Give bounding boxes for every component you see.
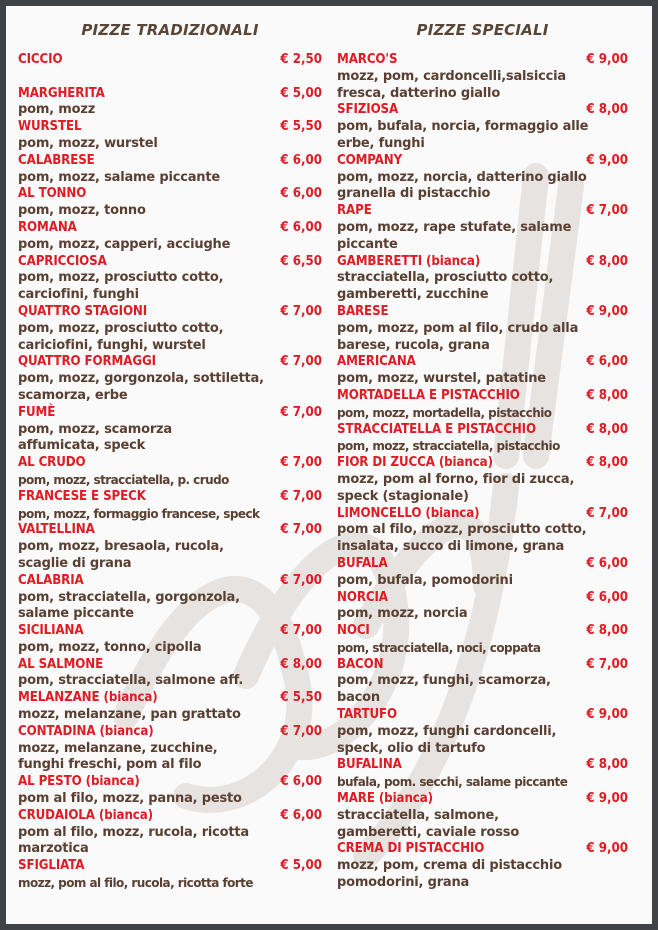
menu-item-header xyxy=(337,422,628,439)
pizza-name: FIOR DI ZUCCA (bianca) xyxy=(337,455,493,471)
menu-item-header xyxy=(18,304,322,321)
pizza-ingredients: bufala, pom. secchi, salame piccante xyxy=(337,775,568,790)
pizza-name: CRUDAIOLA (bianca) xyxy=(18,807,153,823)
menu-item xyxy=(18,254,322,304)
menu-item xyxy=(18,354,322,404)
pizza-name: NOCI xyxy=(337,623,370,639)
pizza-ingredients: pom, mozz, wurstel xyxy=(18,135,158,151)
pizza-price: € 6,50 xyxy=(280,253,322,269)
menu-item-header xyxy=(337,52,628,69)
pizza-price: € 5,50 xyxy=(280,119,322,135)
menu-item-header xyxy=(18,455,322,472)
pizza-name: AL PESTO (bianca) xyxy=(18,774,140,790)
menu-item-header xyxy=(18,119,322,136)
pizza-name: MELANZANE (bianca) xyxy=(18,690,158,706)
pizza-ingredients: stracciatella, salmone, xyxy=(337,807,499,823)
menu-item xyxy=(337,623,628,657)
pizza-price: € 7,00 xyxy=(586,656,628,672)
pizza-name: AL TONNO xyxy=(18,186,87,202)
pizza-ingredients: pom, mozz, gorgonzola, sottiletta, xyxy=(18,371,264,387)
menu-item-header xyxy=(337,304,628,321)
menu-item-header xyxy=(18,52,322,69)
pizza-price: € 5,00 xyxy=(280,858,322,874)
menu-item xyxy=(337,203,628,253)
pizza-ingredients: pom, mozz, tonno, cipolla xyxy=(18,639,202,655)
menu-item xyxy=(18,774,322,808)
menu-item xyxy=(337,304,628,354)
pizza-ingredients: pom al filo, mozz, prosciutto cotto, xyxy=(337,522,587,538)
pizza-ingredients: pom, mozz, scamorza xyxy=(18,421,172,437)
pizza-ingredients: funghi freschi, pom al filo xyxy=(18,757,202,773)
pizza-price: € 9,00 xyxy=(586,152,628,168)
pizza-name: BARESE xyxy=(337,303,389,319)
pizza-name: BUFALA xyxy=(337,555,388,571)
pizza-ingredients: affumicata, speck xyxy=(18,438,146,454)
menu-item-header xyxy=(337,623,628,640)
menu-item-header xyxy=(18,489,322,506)
pizza-ingredients: mozz, pom, cardoncelli,salsiccia xyxy=(337,68,566,84)
menu-item-header xyxy=(18,657,322,674)
pizza-ingredients: pom, mozz, capperi, acciughe xyxy=(18,236,231,252)
menu-item xyxy=(337,455,628,505)
menu-item xyxy=(337,657,628,707)
pizza-ingredients: carciofini, funghi xyxy=(18,287,139,303)
pizza-name: SFIGLIATA xyxy=(18,858,85,874)
menu-item-header xyxy=(337,354,628,371)
pizza-name: SFIZIOSA xyxy=(337,102,399,118)
pizza-ingredients: mozz, melanzane, zucchine, xyxy=(18,740,218,756)
menu-item xyxy=(18,405,322,455)
pizza-name: NORCIA xyxy=(337,589,388,605)
menu-item-header xyxy=(18,623,322,640)
spacer xyxy=(18,69,322,86)
pizza-ingredients: piccante xyxy=(337,236,398,252)
menu-item-header xyxy=(337,203,628,220)
pizza-ingredients: scaglie di grana xyxy=(18,555,132,571)
pizza-price: € 6,00 xyxy=(586,555,628,571)
pizza-ingredients: pom, mozz, stracciatella, pistacchio xyxy=(337,439,560,454)
pizza-ingredients: insalata, succo di limone, grana xyxy=(337,539,565,555)
pizza-ingredients: pom, mozz, stracciatella, p. crudo xyxy=(18,472,229,487)
menu-item xyxy=(18,522,322,572)
menu-item-header xyxy=(337,590,628,607)
pizza-ingredients: speck, olio di tartufo xyxy=(337,740,486,756)
menu-item xyxy=(18,858,322,892)
pizza-ingredients: pom al filo, mozz, panna, pesto xyxy=(18,791,242,807)
menu-item xyxy=(18,808,322,858)
pizza-ingredients: erbe, funghi xyxy=(337,135,425,151)
pizza-ingredients: stracciatella, prosciutto cotto, xyxy=(337,270,554,286)
pizza-name: LIMONCELLO (bianca) xyxy=(337,505,480,521)
pizza-ingredients: barese, rucola, grana xyxy=(337,337,490,353)
pizza-name: COMPANY xyxy=(337,152,403,168)
menu-item-header xyxy=(18,808,322,825)
pizza-ingredients: pom, mozz, tonno xyxy=(18,203,146,219)
pizza-ingredients: pom, mozz, funghi, scamorza, xyxy=(337,673,551,689)
pizza-name: CALABRIA xyxy=(18,572,84,588)
pizza-price: € 9,00 xyxy=(586,303,628,319)
pizza-price: € 7,00 xyxy=(280,303,322,319)
pizza-price: € 7,00 xyxy=(280,623,322,639)
pizza-name: RAPE xyxy=(337,203,372,219)
pizza-ingredients: pom, mozz, prosciutto cotto, xyxy=(18,320,224,336)
pizza-price: € 6,00 xyxy=(586,354,628,370)
menu-item-header xyxy=(337,388,628,405)
menu-item xyxy=(18,657,322,691)
menu-item-header xyxy=(337,254,628,271)
menu-item-header xyxy=(18,254,322,271)
menu-item-header xyxy=(18,724,322,741)
pizza-price: € 6,00 xyxy=(280,152,322,168)
speciali-list xyxy=(337,52,628,892)
menu-item-header xyxy=(18,522,322,539)
pizza-ingredients: fresca, datterino giallo xyxy=(337,85,501,101)
pizza-ingredients: gamberetti, zucchine xyxy=(337,287,489,303)
pizza-ingredients: pom, mozz, formaggio francese, speck xyxy=(18,506,260,521)
pizza-name: GAMBERETTI (bianca) xyxy=(337,253,481,269)
speciali-column xyxy=(337,20,628,892)
pizza-name: AL SALMONE xyxy=(18,656,104,672)
pizza-price: € 7,00 xyxy=(586,203,628,219)
menu-item xyxy=(18,304,322,354)
pizza-price: € 7,00 xyxy=(280,488,322,504)
pizza-price: € 7,00 xyxy=(280,404,322,420)
menu-item-header xyxy=(337,707,628,724)
pizza-price: € 8,00 xyxy=(586,623,628,639)
menu-item xyxy=(18,623,322,657)
pizza-price: € 8,00 xyxy=(586,387,628,403)
pizza-ingredients: mozz, pom al filo, rucola, ricotta forte xyxy=(18,876,253,891)
pizza-name: ROMANA xyxy=(18,219,77,235)
menu-item xyxy=(337,52,628,102)
menu-item xyxy=(337,841,628,891)
pizza-ingredients: pom, stracciatella, noci, coppata xyxy=(337,640,541,655)
pizza-ingredients: marzotica xyxy=(18,841,89,857)
pizza-price: € 2,50 xyxy=(280,52,322,67)
pizza-price: € 8,00 xyxy=(586,253,628,269)
menu-item-header xyxy=(18,858,322,875)
pizza-ingredients: pom, mozz, funghi cardoncelli, xyxy=(337,723,557,739)
pizza-price: € 5,00 xyxy=(280,85,322,101)
pizza-ingredients: pom, mozz, pom al filo, crudo alla xyxy=(337,320,579,336)
pizza-price: € 7,00 xyxy=(280,572,322,588)
tradizionali-column xyxy=(18,20,322,892)
menu-item xyxy=(337,791,628,841)
pizza-ingredients: mozz, pom al forno, fior di zucca, xyxy=(337,471,575,487)
pizza-ingredients: scamorza, erbe xyxy=(18,387,128,403)
menu-item xyxy=(18,573,322,623)
pizza-name: VALTELLINA xyxy=(18,522,95,538)
pizza-name: MORTADELLA E PISTACCHIO xyxy=(337,387,520,403)
menu-item-header xyxy=(337,757,628,774)
pizza-price: € 7,00 xyxy=(280,723,322,739)
pizza-name: BUFALINA xyxy=(337,757,402,773)
pizza-price: € 5,50 xyxy=(280,690,322,706)
pizza-name: CICCIO xyxy=(18,52,63,67)
pizza-price: € 6,00 xyxy=(280,186,322,202)
menu-item-header xyxy=(337,791,628,808)
menu-item xyxy=(337,354,628,388)
pizza-name: AMERICANA xyxy=(337,354,416,370)
menu-item xyxy=(18,455,322,489)
pizza-ingredients: granella di pistacchio xyxy=(337,186,491,202)
pizza-price: € 7,00 xyxy=(586,505,628,521)
pizza-price: € 9,00 xyxy=(586,707,628,723)
menu-sheet xyxy=(6,6,652,924)
menu-item xyxy=(18,52,322,86)
pizza-ingredients: salame piccante xyxy=(18,606,134,622)
menu-item xyxy=(18,186,322,220)
menu-item xyxy=(337,102,628,152)
menu-item xyxy=(18,690,322,724)
pizza-price: € 7,00 xyxy=(280,354,322,370)
menu-item-header xyxy=(337,556,628,573)
pizza-name: QUATTRO STAGIONI xyxy=(18,303,148,319)
pizza-ingredients: pom, bufala, norcia, formaggio alle xyxy=(337,119,589,135)
pizza-name: WURSTEL xyxy=(18,119,82,135)
pizza-price: € 6,00 xyxy=(280,219,322,235)
pizza-price: € 9,00 xyxy=(586,791,628,807)
pizza-ingredients: mozz, pom, crema di pistacchio xyxy=(337,858,562,874)
menu-item xyxy=(337,153,628,203)
pizza-price: € 8,00 xyxy=(586,421,628,437)
pizza-ingredients: gamberetti, caviale rosso xyxy=(337,824,520,840)
menu-item-header xyxy=(18,86,322,103)
menu-item-header xyxy=(337,657,628,674)
menu-item-header xyxy=(18,573,322,590)
pizza-ingredients: pom, mozz, norcia xyxy=(337,606,468,622)
menu-item xyxy=(337,388,628,422)
pizza-ingredients: pom, bufala, pomodorini xyxy=(337,572,513,588)
pizza-ingredients: pom, mozz, norcia, datterino giallo xyxy=(337,169,587,185)
tradizionali-heading: PIZZE TRADIZIONALI xyxy=(81,21,259,39)
menu-item-header xyxy=(18,186,322,203)
pizza-ingredients: speck (stagionale) xyxy=(337,488,469,504)
pizza-ingredients: bacon xyxy=(337,690,380,706)
menu-item-header xyxy=(337,841,628,858)
pizza-price: € 6,00 xyxy=(280,807,322,823)
pizza-price: € 9,00 xyxy=(586,841,628,857)
pizza-ingredients: pom al filo, mozz, rucola, ricotta xyxy=(18,824,250,840)
pizza-price: € 8,00 xyxy=(280,656,322,672)
pizza-ingredients: pom, mozz, mortadella, pistacchio xyxy=(337,405,552,420)
menu-item xyxy=(337,422,628,456)
pizza-ingredients: pom, mozz, prosciutto cotto, xyxy=(18,270,224,286)
menu-item xyxy=(337,757,628,791)
menu-item xyxy=(337,590,628,624)
pizza-price: € 6,00 xyxy=(586,589,628,605)
pizza-ingredients: pom, stracciatella, salmone aff. xyxy=(18,673,244,689)
pizza-price: € 6,00 xyxy=(280,774,322,790)
pizza-ingredients: pom, mozz, bresaola, rucola, xyxy=(18,539,224,555)
pizza-ingredients: pom, mozz, salame piccante xyxy=(18,169,220,185)
menu-item xyxy=(18,724,322,774)
menu-item xyxy=(18,86,322,120)
menu-item xyxy=(18,119,322,153)
tradizionali-list xyxy=(18,52,322,892)
pizza-ingredients: pom, mozz, rape stufate, salame xyxy=(337,219,572,235)
pizza-name: BACON xyxy=(337,656,384,672)
pizza-ingredients: mozz, melanzane, pan grattato xyxy=(18,707,241,723)
pizza-ingredients: pom, stracciatella, gorgonzola, xyxy=(18,589,240,605)
menu-item-header xyxy=(18,354,322,371)
pizza-name: TARTUFO xyxy=(337,707,398,723)
pizza-name: MARE (bianca) xyxy=(337,791,433,807)
pizza-price: € 7,00 xyxy=(280,522,322,538)
pizza-name: CONTADINA (bianca) xyxy=(18,723,154,739)
pizza-price: € 9,00 xyxy=(586,52,628,67)
pizza-name: MARGHERITA xyxy=(18,85,105,101)
menu-item-header xyxy=(18,690,322,707)
pizza-price: € 8,00 xyxy=(586,757,628,773)
pizza-name: QUATTRO FORMAGGI xyxy=(18,354,156,370)
pizza-ingredients: cariciofini, funghi, wurstel xyxy=(18,337,206,353)
pizza-price: € 8,00 xyxy=(586,455,628,471)
pizza-name: CAPRICCIOSA xyxy=(18,253,107,269)
menu-item xyxy=(337,707,628,757)
speciali-heading: PIZZE SPECIALI xyxy=(416,21,549,39)
pizza-ingredients: pom, mozz, wurstel, patatine xyxy=(337,371,546,387)
menu-item-header xyxy=(18,153,322,170)
menu-item-header xyxy=(18,774,322,791)
pizza-name: CREMA DI PISTACCHIO xyxy=(337,841,485,857)
pizza-name: MARCO'S xyxy=(337,52,398,67)
pizza-ingredients: pom, mozz xyxy=(18,102,96,118)
menu-item xyxy=(337,556,628,590)
menu-item-header xyxy=(18,405,322,422)
pizza-name: SICILIANA xyxy=(18,623,84,639)
pizza-name: FRANCESE E SPECK xyxy=(18,488,146,504)
menu-item-header xyxy=(337,506,628,523)
pizza-name: CALABRESE xyxy=(18,152,95,168)
pizza-name: AL CRUDO xyxy=(18,455,86,471)
menu-item-header xyxy=(337,153,628,170)
pizza-name: FUMÈ xyxy=(18,404,56,420)
pizza-price: € 8,00 xyxy=(586,102,628,118)
menu-item-header xyxy=(337,455,628,472)
pizza-name: STRACCIATELLA E PISTACCHIO xyxy=(337,421,536,437)
menu-item xyxy=(18,153,322,187)
menu-item-header xyxy=(337,102,628,119)
pizza-price: € 7,00 xyxy=(280,455,322,471)
menu-item xyxy=(337,254,628,304)
menu-item xyxy=(337,506,628,556)
menu-item-header xyxy=(18,220,322,237)
pizza-ingredients: pomodorini, grana xyxy=(337,875,470,891)
menu-item xyxy=(18,489,322,523)
menu-item xyxy=(18,220,322,254)
